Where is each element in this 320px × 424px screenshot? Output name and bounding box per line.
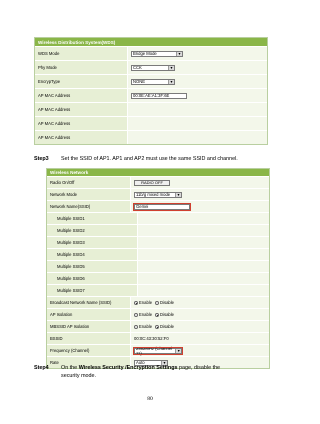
row-label: Multiple SSID5	[47, 261, 138, 272]
settings-row	[47, 272, 269, 284]
step4-bold: Wireless Security /Encryption Settings	[78, 365, 178, 371]
wireless-network-panel	[46, 168, 270, 369]
row-value	[131, 189, 269, 200]
step4-prefix: On the	[61, 365, 79, 371]
row-label: Phy Mode	[35, 61, 128, 74]
row-value	[128, 47, 267, 60]
row-label: Radio On/Off	[47, 177, 131, 188]
row-label: Frequency (Channel)	[47, 345, 131, 356]
settings-row	[47, 332, 269, 344]
wds-panel	[34, 37, 268, 145]
row-value	[128, 89, 267, 102]
radio-option-disable[interactable]	[155, 312, 174, 317]
text-input[interactable]: 00:0E:AE:A1:3F:6E	[131, 93, 187, 99]
row-label: AP MAC Address	[35, 117, 128, 130]
settings-row	[47, 308, 269, 320]
settings-row	[47, 200, 269, 212]
settings-row	[47, 284, 269, 296]
radio-button-icon[interactable]	[134, 313, 138, 317]
radio-option-enable[interactable]	[134, 300, 152, 305]
row-value	[131, 177, 269, 188]
text-input[interactable]: Gemei	[134, 204, 190, 210]
radio-button-icon[interactable]	[155, 301, 159, 305]
row-value	[138, 225, 269, 236]
settings-row	[47, 248, 269, 260]
wds-panel-title: Wireless Distribution System(WDS)	[35, 38, 267, 46]
row-label: Multiple SSID1	[47, 213, 138, 224]
settings-row	[47, 344, 269, 356]
row-label: AP MAC Address	[35, 89, 128, 102]
dropdown-value: 11b/g mixed mode	[136, 192, 171, 197]
step4-label: Step4	[34, 365, 49, 371]
settings-row	[35, 102, 267, 116]
row-value	[128, 75, 267, 88]
row-label: Broadcast Network Name (SSID)	[47, 297, 131, 308]
radio-button-icon[interactable]	[134, 301, 138, 305]
radio-button-icon[interactable]	[155, 325, 159, 329]
settings-row	[35, 116, 267, 130]
chevron-down-icon[interactable]: ▼	[177, 51, 182, 56]
settings-row	[35, 60, 267, 74]
dropdown-value: 2462MHz (Channel 11)	[136, 345, 173, 356]
settings-row	[47, 224, 269, 236]
row-value	[138, 213, 269, 224]
row-label: Multiple SSID7	[47, 285, 138, 296]
settings-row	[35, 46, 267, 60]
row-value	[131, 297, 269, 308]
radio-option-disable[interactable]	[155, 324, 174, 329]
wireless-network-title: Wireless Network	[47, 169, 269, 176]
settings-row	[35, 88, 267, 102]
radio-option-disable[interactable]	[155, 300, 174, 305]
step3-text: Set the SSID of AP1. AP1 and AP2 must use the same SSID and channel.	[61, 156, 238, 162]
row-value	[138, 273, 269, 284]
row-label: BSSID	[47, 333, 131, 344]
row-label: Multiple SSID6	[47, 273, 138, 284]
dropdown-value: CCK	[133, 65, 142, 70]
row-value	[131, 201, 269, 212]
dropdown-select[interactable]	[131, 65, 175, 71]
row-value	[131, 345, 269, 356]
settings-row	[35, 74, 267, 88]
radio-off-button[interactable]: RADIO OFF	[134, 180, 170, 186]
row-value	[128, 131, 267, 144]
step4-line2: security mode.	[61, 373, 97, 379]
step3-label: Step3	[34, 156, 49, 162]
row-label: Multiple SSID4	[47, 249, 138, 260]
chevron-down-icon[interactable]: ▼	[169, 65, 174, 70]
row-value	[138, 237, 269, 248]
row-label: WDS Mode	[35, 47, 128, 60]
radio-option-label: Disable	[160, 324, 175, 329]
step4-text	[61, 364, 291, 380]
row-value	[138, 261, 269, 272]
chevron-down-icon[interactable]: ▼	[176, 348, 181, 353]
chevron-down-icon[interactable]: ▼	[162, 360, 167, 365]
row-value	[131, 309, 269, 320]
settings-row	[47, 260, 269, 272]
settings-row	[47, 320, 269, 332]
chevron-down-icon[interactable]: ▼	[169, 79, 174, 84]
row-value	[131, 321, 269, 332]
dropdown-value: Auto	[136, 360, 145, 365]
settings-row	[47, 212, 269, 224]
dropdown-select[interactable]	[131, 51, 183, 57]
row-label: AP MAC Address	[35, 131, 128, 144]
radio-option-enable[interactable]	[134, 312, 152, 317]
row-value	[138, 285, 269, 296]
row-label: EncrypType	[35, 75, 128, 88]
row-value	[138, 249, 269, 260]
row-label: MBSSID AP Isolation	[47, 321, 131, 332]
settings-row	[47, 176, 269, 188]
radio-option-label: Disable	[160, 312, 175, 317]
row-label: AP MAC Address	[35, 103, 128, 116]
chevron-down-icon[interactable]: ▼	[176, 192, 181, 197]
row-label: AP Isolation	[47, 309, 131, 320]
row-value	[128, 117, 267, 130]
settings-row	[47, 296, 269, 308]
row-value	[131, 333, 269, 344]
settings-row	[47, 236, 269, 248]
radio-option-label: Enable	[139, 324, 153, 329]
radio-option-enable[interactable]	[134, 324, 152, 329]
dropdown-value: NONE	[133, 79, 146, 84]
settings-row	[35, 130, 267, 144]
radio-button-icon[interactable]	[134, 325, 138, 329]
row-value-text: 00:0C:43:30:52:F0	[134, 336, 169, 341]
row-label: Rate	[47, 357, 131, 368]
row-label: Multiple SSID2	[47, 225, 138, 236]
row-value	[128, 61, 267, 74]
row-label: Multiple SSID3	[47, 237, 138, 248]
step4-suffix: page, disable the	[177, 365, 221, 371]
dropdown-value: Bridge Mode	[133, 51, 157, 56]
page-number: 80	[147, 396, 153, 402]
radio-option-label: Enable	[139, 300, 153, 305]
row-label: Network Mode	[47, 189, 131, 200]
dropdown-select[interactable]	[131, 79, 175, 85]
row-label: Network Name(SSID)	[47, 201, 131, 212]
dropdown-select[interactable]	[134, 345, 182, 356]
radio-button-icon[interactable]	[155, 313, 159, 317]
row-value	[128, 103, 267, 116]
radio-option-label: Disable	[160, 300, 175, 305]
settings-row	[47, 188, 269, 200]
radio-option-label: Enable	[139, 312, 153, 317]
dropdown-select[interactable]	[134, 192, 182, 198]
